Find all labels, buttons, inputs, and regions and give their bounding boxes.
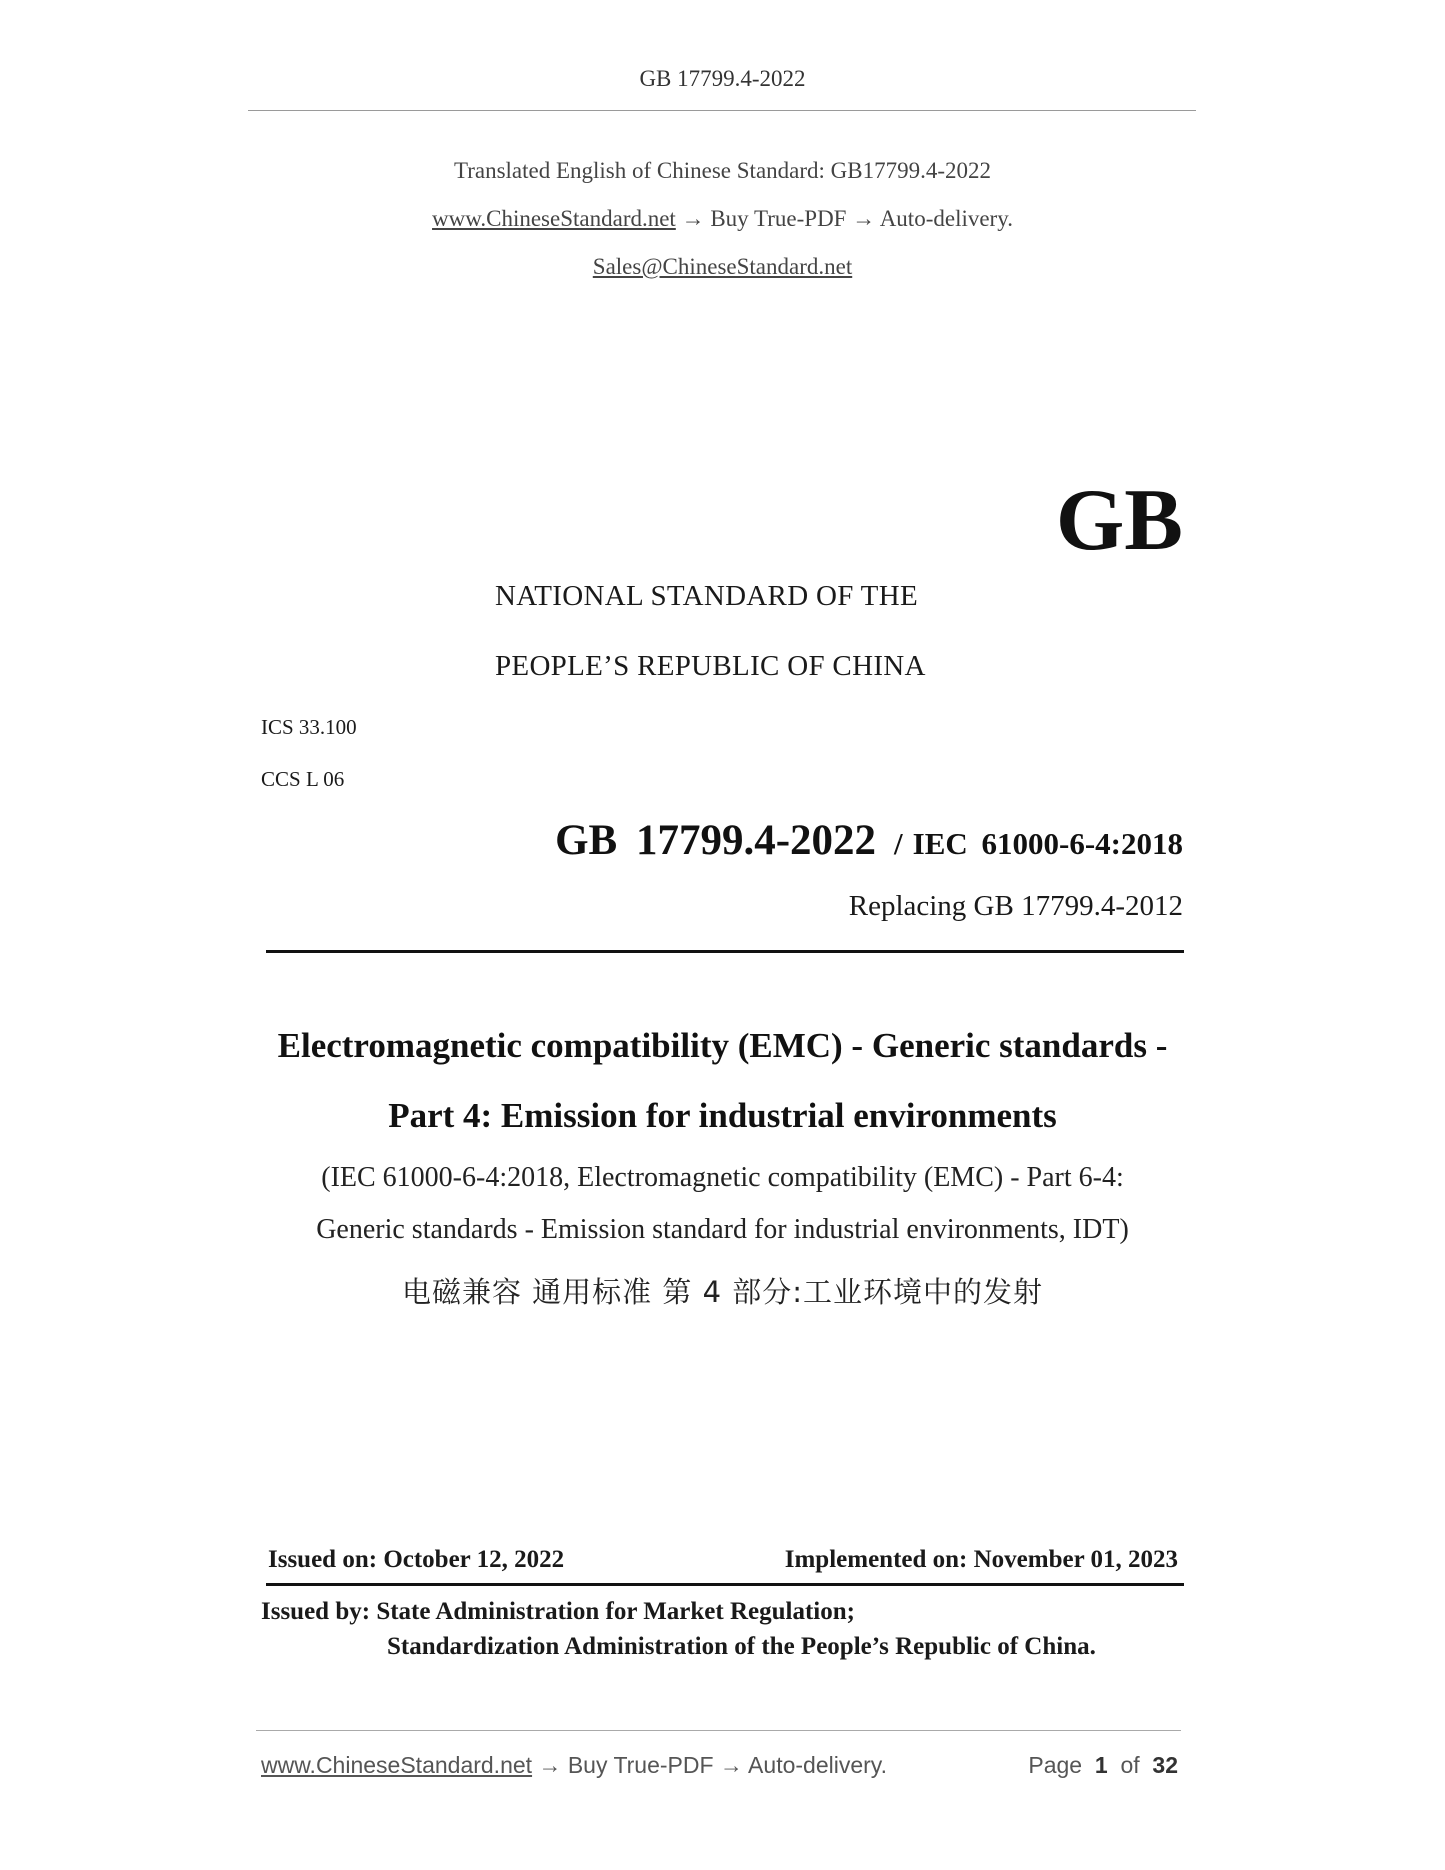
subtitle-line2: Generic standards - Emission standard for industrial environments, IDT)	[316, 1214, 1129, 1245]
chinese-title: 电磁兼容 通用标准 第 4 部分:工业环境中的发射	[401, 1275, 1044, 1309]
subtitle-line1: (IEC 61000-6-4:2018, Electromagnetic compatibility (EMC) - Part 6-4:	[321, 1162, 1124, 1193]
iec-number: IEC 61000-6-4:2018	[912, 826, 1183, 861]
title-line1: Electromagnetic compatibility (EMC) - Generic standards -	[277, 1026, 1168, 1065]
gb-logo: GB	[1055, 472, 1183, 569]
site-link[interactable]: www.ChineseStandard.net	[432, 206, 676, 231]
dates-divider	[266, 1583, 1184, 1586]
national-standard-line2: PEOPLE’S REPUBLIC OF CHINA	[495, 650, 926, 682]
translation-notice: Translated English of Chinese Standard: GB17799.4-2022	[453, 158, 992, 183]
issued-by-line1: Issued by: State Administration for Market Regulation;	[261, 1598, 855, 1625]
running-header: GB 17799.4-2022	[639, 66, 806, 91]
page-current: 1	[1094, 1752, 1108, 1778]
sales-email-link[interactable]: Sales@ChineseStandard.net	[592, 254, 853, 279]
email-line	[0, 254, 1445, 280]
designation-separator: /	[894, 826, 903, 861]
issued-by-line2: Standardization Administration of the People’s Republic of China.	[387, 1633, 1096, 1660]
title-line2: Part 4: Emission for industrial environments	[388, 1096, 1057, 1135]
footer-promo	[261, 1752, 887, 1779]
footer-divider	[256, 1730, 1181, 1731]
implemented-on-date: Implemented on: November 01, 2023	[784, 1546, 1178, 1573]
footer-site-link[interactable]: www.ChineseStandard.net	[261, 1752, 533, 1778]
national-standard-line1: NATIONAL STANDARD OF THE	[495, 580, 918, 612]
standard-number: GB 17799.4-2022	[555, 817, 877, 864]
purchase-text: → Buy True-PDF → Auto-delivery.	[675, 206, 1013, 231]
replacing-note: Replacing GB 17799.4-2012	[848, 890, 1183, 922]
header-divider	[248, 110, 1196, 111]
ics-code: ICS 33.100	[261, 715, 357, 739]
page-of: of	[1120, 1752, 1140, 1778]
page-label: Page	[1028, 1752, 1083, 1778]
footer-purchase-text: → Buy True-PDF → Auto-delivery.	[532, 1752, 887, 1778]
issued-on-date: Issued on: October 12, 2022	[268, 1546, 565, 1573]
ccs-code: CCS L 06	[261, 767, 345, 791]
standard-designation	[555, 816, 1183, 865]
title-divider	[266, 950, 1184, 953]
purchase-line	[0, 206, 1445, 232]
page-indicator	[1028, 1752, 1178, 1779]
page-total: 32	[1152, 1752, 1178, 1778]
